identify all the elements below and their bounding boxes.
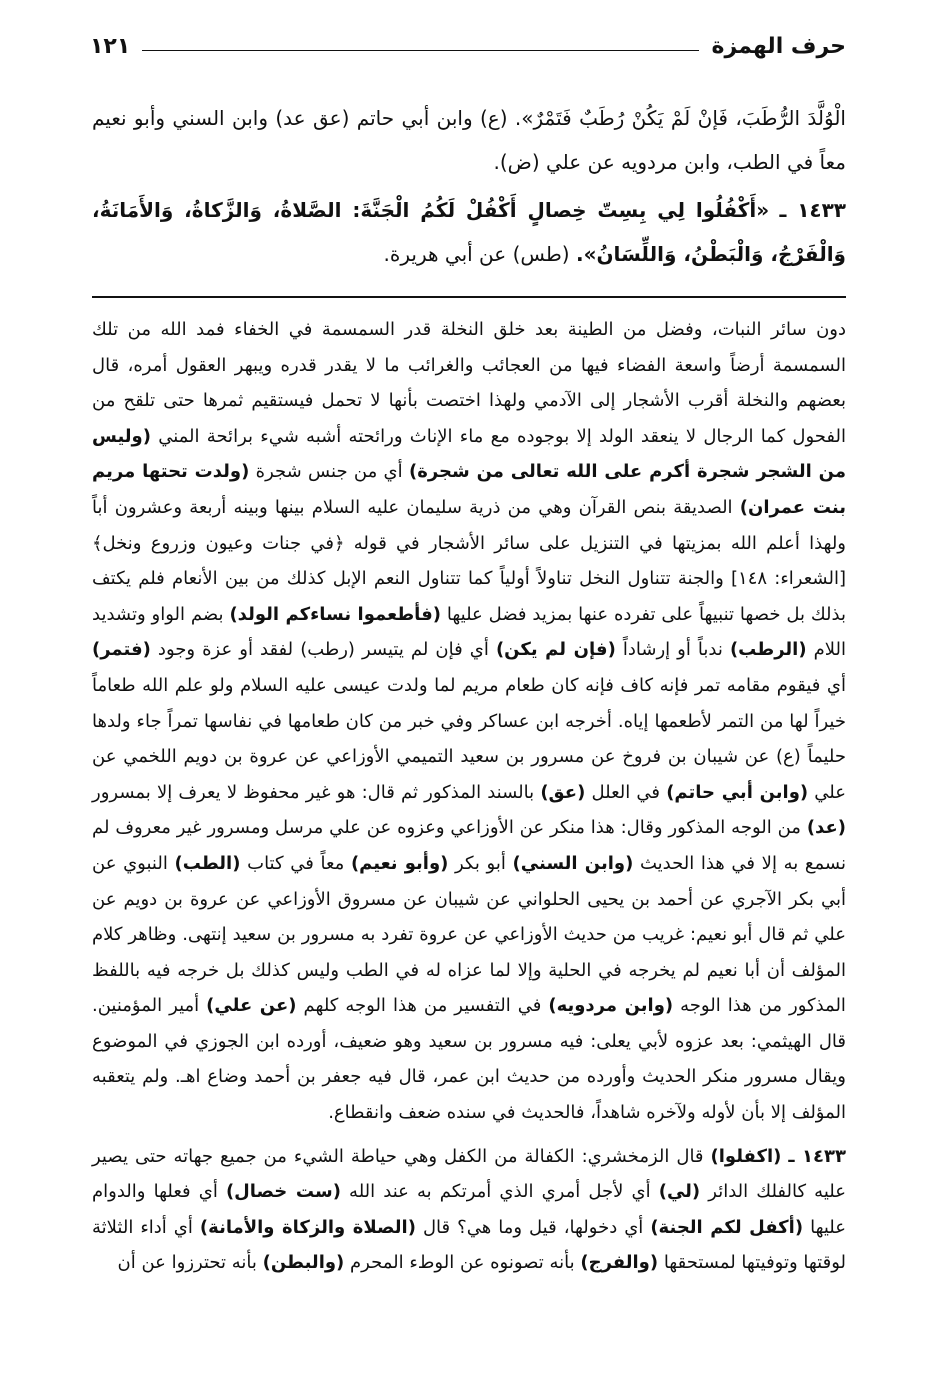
commentary-text: معاً في كتاب [247,852,345,874]
commentary-text: أي فيقوم مقامه تمر فإنه كاف فإنه كان طعام مريم لما ولدت عيسى عليه السلام ولو علم الله طعاماً خيراً لها من التمر لأطعمها إياه. أخرجه ابن عساكر وفي خبر من كان طعامها في نفاسها تمراً جاء ولدها حليماً (ع) عن شيبان بن فروخ عن مسرور بن سعيد التميمي الأوزاعي عن عروة بن دويم اللخمي عن علي [92,674,846,803]
commentary-quote: (وابن مردويه) [548,995,674,1017]
commentary-quote: (فأطعموا نساءكم الولد) [229,603,441,625]
commentary-quote: (اكفلوا) [710,1145,782,1167]
header-rule [142,50,699,51]
page-header [90,34,846,59]
commentary-text: في العلل [591,781,661,803]
commentary-quote: (والفرج) [580,1252,659,1274]
commentary-quote: (والبطن) [262,1252,345,1274]
commentary-text: بضم الواو وتشديد اللام [92,603,846,661]
commentary-text: أي فعلها والدوام عليها [92,1181,846,1238]
commentary-text: أي من جنس شجرة [255,461,403,483]
section-divider [92,296,846,298]
page-number: ١٢١ [90,34,131,59]
hadith-continuation: الْوُلَّدَ الرُّطَبَ، فَإنْ لَمْ يَكُنْ رُطَبٌ فَتَمْرٌ». (ع) وابن أبي حاتم (عق عد) وابن السني وأبو نعيم معاً في الطب، وابن مردويه عن علي (ض). [92,106,846,174]
commentary-paragraph [92,1139,846,1281]
hadith-entry [92,188,846,276]
commentary-hadith-number: ١٤٣٣ ـ [788,1145,846,1167]
commentary-text: أي دخولها، قيل وما هي؟ قال [422,1216,644,1238]
commentary-quote: (وليس من الشجر شجرة أكرم على الله تعالى من شجرة) [92,425,846,483]
commentary-text: أمير المؤمنين. قال الهيثمي: بعد عزوه لأبي يعلى: فيه مسرور بن سعيد وهو ضعيف، أورده ابن الجوزي في الموضوع ويقال مسرور منكر الحديث وأورده من حديث ابن عمر، قال فيه جعفر بن أحمد وضاع اهـ. ولم يتعقبه المؤلف إلا بأن لأوله ولآخره شاهداً، فالحديث في سنده ضعف وانقطاع. [92,995,846,1124]
commentary-text: الصديقة بنص القرآن وهي من ذرية سليمان عليه السلام بينها وبينه أربعة وعشرون أباً ولهذا أعلم الله بمزيتها في التنزيل على سائر الأشجار في قوله ﴿في جنات وعيون وزروع ونخل﴾ [الشعراء: ١٤٨] والجنة تتناول النخل تناولاً أولياً كما تتناول النعم الإبل كذلك من بين الأنعام فلم يكتف بذلك بل خصها تنبيهاً على تفرده عنها بمزيد فضل عليها [92,496,846,625]
commentary-paragraph [92,312,846,1131]
commentary-text: أي فإن لم يتيسر (رطب) لفقد أو عزة وجود [157,639,489,661]
hadith-text: «أَكْفُلُوا لِي بِسِتّ خِصالٍ أَكْفُلْ لَكُمُ الْجَنَّةَ: الصَّلاةُ، وَالزَّكاةُ، وَالأَمَانَةُ، وَالْفَرْجُ، وَالْبَطْنُ، وَاللِّسَانُ». [92,198,846,266]
commentary-quote: (وأبو نعيم) [350,852,449,874]
commentary-quote: (عن علي) [206,995,297,1017]
commentary-text: ندباً أو إرشاداً [622,639,723,661]
commentary-text: في التفسير من هذا الوجه كلهم [303,995,542,1017]
commentary-text: أي لأجل أمري الذي أمرتكم به عند الله [349,1181,651,1203]
commentary-quote: (عد) [806,817,846,839]
commentary-text: قال الزمخشري: الكفالة من الكفل وهي حياطة الشيء من جميع جهاته حتى يصير عليه كالفلك الدائر [92,1145,846,1203]
commentary-quote: (فإن لم يكن) [495,639,616,661]
commentary-quote: (وابن أبي حاتم) [666,781,809,803]
commentary-text: من الوجه المذكور وقال: هذا منكر عن الأوزاعي وعزوه عن علي مرسل ومسرور غير معروف لم نسمع به إلا في هذا الحديث [92,817,846,874]
commentary-quote: (ست خصال) [225,1181,341,1203]
hadith-number: ١٤٣٣ ـ [779,198,847,222]
main-text [92,96,846,276]
commentary-text: دون سائر النبات، وفضل من الطينة بعد خلق النخلة قدر السمسمة في الخفاء فمد الله من تلك السمسمة أرضاً واسعة الفضاء فيها من العجائب والغرائب ما لا يقدر قدره ويبهر العقول أمره، قال بعضهم والنخلة أقرب الأشجار إلى الآدمي ولهذا اختصت بأنها لا تحمل فيستقيم ثمرها حتى تلقح من الفحول كما الرجال لا ينعقد الولد إلا بوجوده مع ماء الإناث ورائحته أشبه شيء برائحة المني [92,319,846,447]
commentary [92,312,846,1281]
commentary-quote: (فتمر) [92,639,151,661]
commentary-text: أي أداء الثلاثة لوقتها وتوفيتها لمستحقها [92,1216,846,1274]
commentary-quote: (الطب) [174,852,241,874]
commentary-text: أبو بكر [455,852,506,874]
commentary-quote: (ولدت تحتها مريم بنت عمران) [92,461,846,518]
commentary-quote: (عق) [540,781,586,803]
commentary-quote: (أكفل لكم الجنة) [650,1216,804,1238]
commentary-quote: (لي) [658,1181,701,1203]
commentary-text: بأنه تصونوه عن الوطء المحرم [350,1252,575,1274]
commentary-quote: (الصلاة والزكاة والأمانة) [199,1216,416,1238]
chapter-title: حرف الهمزة [711,34,846,59]
commentary-text: النبوي عن أبي بكر الآجري عن أحمد بن يحيى الحلواني عن شيبان عن مسروق الأوزاعي عن عروة بن دويم عن علي ثم قال أبو نعيم: غريب من حديث الأوزاعي عن عروة تفرد به مسرور بن سعيد إنتهى. وظاهر كلام المؤلف أن أبا نعيم لم يخرجه في الحلية وإلا لما عزاه له في الطب وليس كذلك بل خرجه فيه باللفظ المذكور من هذا الوجه [92,852,846,1017]
commentary-text: بأنه تحترزوا عن أن [117,1252,257,1274]
commentary-quote: (وابن السني) [512,852,634,874]
commentary-text: بالسند المذكور ثم قال: هو غير محفوظ لا يعرف إلا بمسرور [92,781,535,803]
commentary-quote: (الرطب) [729,639,807,661]
hadith-source: (طس) عن أبي هريرة. [383,242,570,266]
